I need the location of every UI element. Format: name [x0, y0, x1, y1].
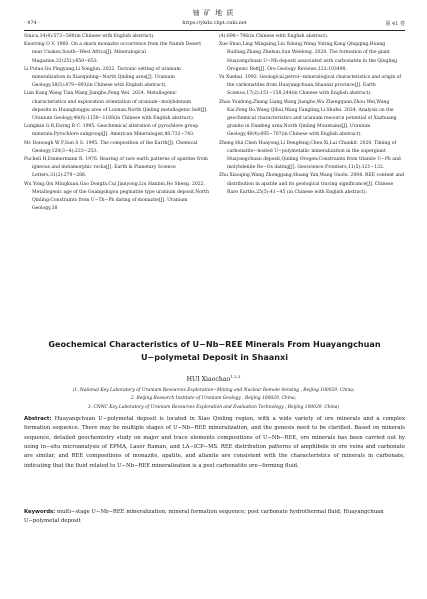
reference-item: Lumpkin G R,Ewing R C. 1995. Geochemical alteration of pyrochlore group minerals:Pyrochlore subgroup[J]. American Mineralogist,80:732−743.: [24, 124, 199, 138]
keywords-text: multi−stage U−Nb−REE mineralization; mineral formation sequence; post carbonate hydrothermal fluid; Huayangchuan U−polymetal deposit: [24, 509, 384, 525]
affiliation-line: 3. CNNC Key Laboratory of Uranium Resources Exploration and Evaluation Technology , Beijing 100029, China): [87, 404, 340, 410]
reference-item: Zhao Youdong,Zhang Liang,Wang Jiangbo,Wu Zhengquan,Zhou Wei,Wang Kai,Feng Bo,Wang Qihui,Wang Fangling,Li Shufei. 2024. Analysis on the geochemical characteristics and uranium resource potential of Xuzhuang granite in Danfeng area,North Qinling Mountains[J]. Uranium Geology,40(4):695−707(in Chinese with English abstract).: [219, 99, 397, 138]
journal-title: 铀 矿 地 质: [192, 9, 235, 17]
reference-item: Zhu Xiaoqing,Wang Zhonggang,Huang Yan,Wang Guolu. 2004. REE content and distribution in apatite and its geological tracing significance[J]. Chinese Rare Earths,25(5):41−45 (in Chinese with English abstract).: [219, 173, 405, 195]
article-title: Geochemical Characteristics of U−Nb−REE Minerals From Huayangchuan U−polymetal Deposit in Shaanxi: [48, 339, 381, 362]
header-rule: [24, 30, 405, 31]
reference-item: Knorring O V. 1960. On a skarn monazite occurrence from the Namib Desert near Usakos,South−West Africa[J]. Mineralogical Magazine,32(251):650−653.: [24, 42, 202, 64]
keywords: [24, 508, 405, 527]
reference-item: Wu Yong,Qiu Mingkuan,Gao Dongfa,Cui Jianyong,Liu Hanbin,Ho Sheng. 2022. Metallogenic age of the Guangshigou pegmatite type uranium deposit,North Qinling:Constraints from U−Th−Pb dating of monazite[J]. Uranium Geology,38: [24, 181, 209, 212]
author-line: [0, 374, 427, 383]
abstract-text: Huayangchuan U−polymetal deposit is located in Xiao Qinling region, with a wide variety of ore minerals and a complex formation sequence. There may be multiple stages of U−Nb−REE mineralization, and the genesis need to be clarified. Based on minerals sequence, detailed geochemistry study on major and trace elements compositions of U−Nb−REE, ore minerals has been carried out by using in−situ microanalysis of EPMA, Laser Raman, and LA−ICP−MS. REE distribution patterns of amphibole in ore veins and carbonate are similar, and REE compositions of monazite, apatite, and allanite are consistent with the characteristics of minerals in carbonate, indicating that the fluid related to U−Nb−REE mineralization is a post carbonatite ore−forming fluid.: [24, 416, 405, 469]
affiliations: [0, 387, 427, 412]
reference-item: Li Putao,Gu Pingyang,Li Yongjun. 2022. Tectonic setting of uranium mineralization in Xiaoqinling−North Qinling area[J]. Uranium Geology,38(5):879−893(in Chinese with English abstract).: [24, 66, 181, 89]
reference-item: Xue Shuo,Ling Mingxing,Liu Yulong,Wang Yuting,Kang Qingqing,Huang Ruifang,Zhang Zhekun,Sun Weidong. 2020. The formation of the giant Huayangchuan U−Nb deposit associated with carbonatite in the Qingling Orogenic Belt[J]. Ore Geology Reviews,122:103498.: [219, 42, 398, 72]
journal-url[interactable]: https://ykdz.cbpt.cnki.net: [182, 20, 247, 26]
abstract-label: Abstract:: [24, 416, 52, 422]
reference-item: Pucheli H,Emmermann R. 1976. Bearing of rare earth patterns of apatites from igneous and metamorphic rocks[J]. Earth & Planetary Science Letters,31(2):279−286.: [24, 157, 208, 179]
author-affiliation-marks: 1,2,3: [230, 374, 241, 379]
affiliation-line: (1. National Key Laboratory of Uranium Resources Exploration−Mining and Nuclear Remote Sensing , Beijing 100029, China;: [72, 388, 355, 393]
reference-item: Yu Xuehui. 1992. Geological,petrol−mineralogical characteristics and origin of the carbonatites from Huayangchuan,Shaanxi province[J]. Earth Science,17(2):151−158,244(in Chinese with English abstract).: [219, 75, 402, 97]
abstract: [24, 415, 405, 471]
page-number: · 474 ·: [24, 20, 40, 26]
reference-item: Lian Kang,Wang Tian,Wang Jiangbo,Feng Wei. 2024. Metallogenic characteristics and exploration orientation of uranium−molybdenum deposits in Huanglongpu area of Luonan,North Qinling metallogenic belt[J]. Uranium Geology,40(6):1158−1168(in Chinese with English abstract).: [24, 91, 208, 122]
reference-item: (4):698−706(in Chinese with English abstract).: [219, 34, 329, 39]
reference-item: Mc Donough W F,Sun S S. 1995. The composition of the Earth[J]. Chemical Geology,120(3−4):223−253.: [24, 140, 198, 154]
running-header: [24, 19, 405, 29]
references-right-column: [219, 33, 405, 197]
author-name: HUI Xiaochao: [186, 376, 231, 384]
reference-item: Zheng Hui,Chen Huayong,Li Dengfeng,Chen Xi,Lai Chunkit. 2020. Timing of carbonatite−hosted U−polymetallic mineralization in the supergiant Huayangchuan deposit,Qinling Orogen:Constraints from titanite U−Pb and molybdenite Re−Os dating[J]. Geoscience Frontiers,11(5):121−132.: [219, 140, 401, 171]
reference-item: Sinica,34(4):573−580(in Chinese with English abstract).: [24, 34, 155, 39]
volume-label: 第 41 卷: [385, 21, 405, 27]
keywords-label: Keywords:: [24, 509, 56, 515]
references-left-column: [24, 33, 210, 213]
affiliation-line: 2. Beijing Research Institute of Uranium Geology , Beijing 100029, China;: [130, 396, 297, 402]
